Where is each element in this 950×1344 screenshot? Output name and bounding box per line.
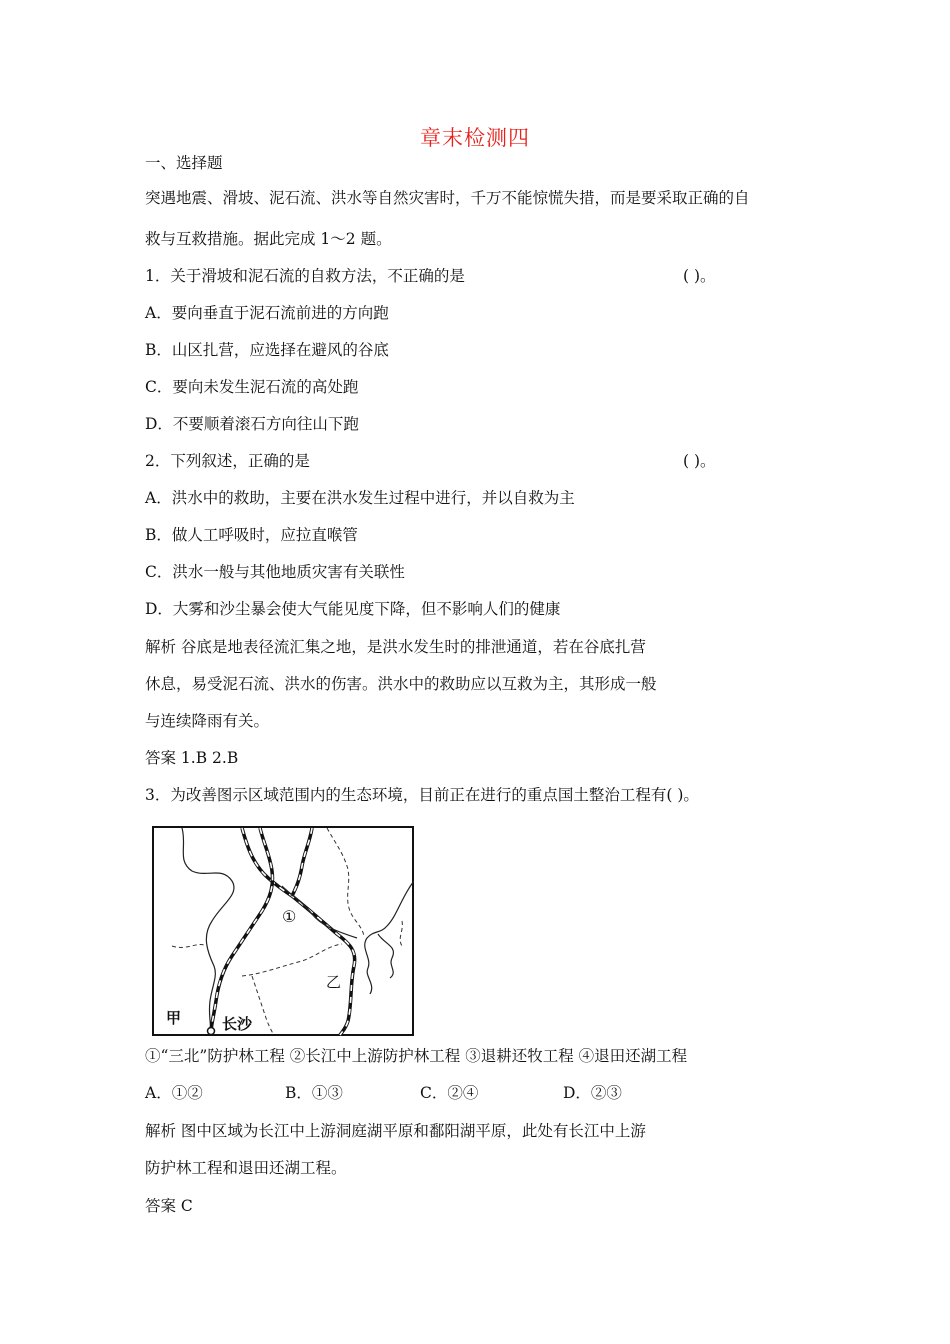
- question-1-option-a: A．要向垂直于泥石流前进的方向跑: [145, 304, 389, 322]
- question-1-answer-blank: ( )。: [683, 267, 716, 285]
- question-3-items: ①“三北”防护林工程 ②长江中上游防护林工程 ③退耕还牧工程 ④退田还湖工程: [145, 1047, 688, 1065]
- question-3-option-d: D．②③: [563, 1084, 622, 1102]
- question-1-option-b: B．山区扎营，应选择在避风的谷底: [145, 341, 389, 359]
- question-2-option-a: A．洪水中的救助，主要在洪水发生过程中进行，并以自救为主: [145, 489, 575, 507]
- question-2-option-b: B．做人工呼吸时，应拉直喉管: [145, 526, 358, 544]
- section-heading: 一、选择题: [145, 154, 223, 172]
- answer-2: 答案 C: [145, 1197, 193, 1215]
- question-2-option-d: D．大雾和沙尘暴会使大气能见度下降，但不影响人们的健康: [145, 600, 561, 618]
- question-2-answer-blank: ( )。: [683, 452, 716, 470]
- question-2-option-c: C．洪水一般与其他地质灾害有关联性: [145, 563, 405, 581]
- document-title: 章末检测四: [420, 126, 530, 150]
- answer-1: 答案 1.B 2.B: [145, 749, 239, 767]
- changsha-city-dot: [208, 1028, 215, 1035]
- question-1-option-d: D．不要顺着滚石方向往山下跑: [145, 415, 359, 433]
- map-label-changsha: 长沙: [222, 1015, 253, 1033]
- intro-line-2: 救与互救措施。据此完成 1～2 题。: [145, 230, 392, 248]
- map-label-circle-1: ①: [282, 907, 297, 926]
- question-1-stem: 1．关于滑坡和泥石流的自救方法，不正确的是: [145, 267, 465, 285]
- region-map: [152, 826, 414, 1036]
- question-2-stem: 2．下列叙述，正确的是: [145, 452, 310, 470]
- analysis-1-line-2: 休息，易受泥石流、洪水的伤害。洪水中的救助应以互救为主，其形成一般: [145, 675, 657, 693]
- question-3-option-a: A．①②: [145, 1084, 203, 1102]
- question-3-option-b: B．①③: [285, 1084, 343, 1102]
- question-1-option-c: C．要向未发生泥石流的高处跑: [145, 378, 359, 396]
- analysis-2-line-1: 解析 图中区域为长江中上游洞庭湖平原和鄱阳湖平原，此处有长江中上游: [145, 1122, 646, 1140]
- map-label-yi: 乙: [326, 973, 342, 991]
- question-3-stem: 3．为改善图示区域范围内的生态环境，目前正在进行的重点国土整治工程有( )。: [145, 786, 699, 804]
- analysis-2-line-2: 防护林工程和退田还湖工程。: [145, 1159, 347, 1177]
- intro-line-1: 突遇地震、滑坡、泥石流、洪水等自然灾害时，千万不能惊慌失措，而是要采取正确的自: [145, 189, 750, 207]
- analysis-1-line-1: 解析 谷底是地表径流汇集之地，是洪水发生时的排泄通道，若在谷底扎营: [145, 638, 646, 656]
- map-label-jia: 甲: [166, 1009, 182, 1027]
- analysis-1-line-3: 与连续降雨有关。: [145, 712, 270, 730]
- question-3-option-c: C．②④: [420, 1084, 479, 1102]
